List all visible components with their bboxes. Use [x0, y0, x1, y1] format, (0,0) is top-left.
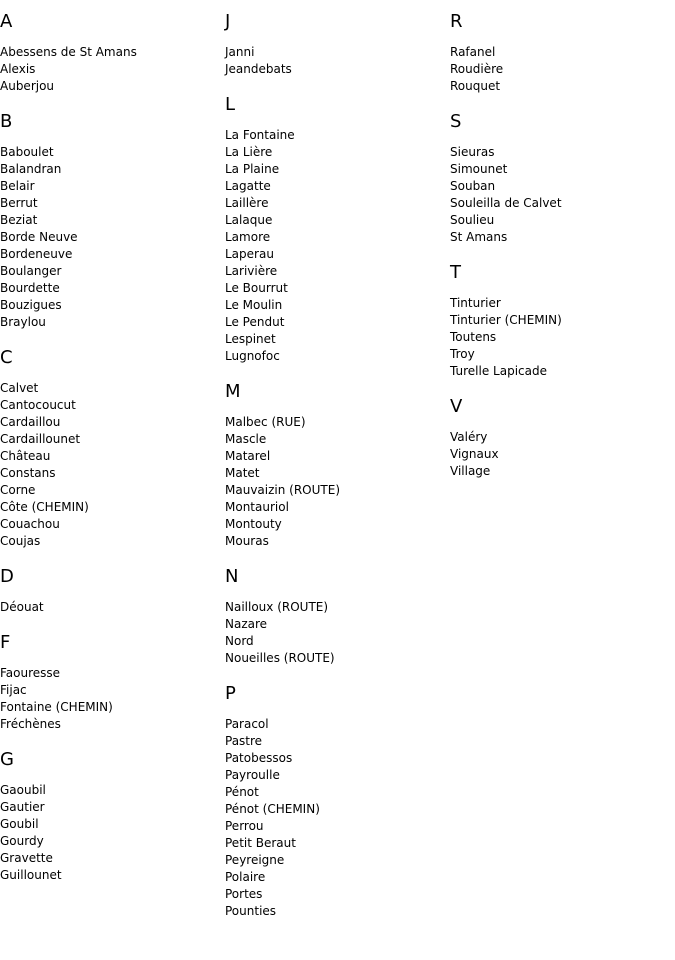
- list-item[interactable]: Faouresse: [0, 666, 61, 680]
- entry-list: [225, 716, 445, 920]
- list-item[interactable]: Lugnofoc: [225, 349, 280, 363]
- list-item[interactable]: Le Moulin: [225, 298, 283, 312]
- letter-heading: A: [0, 11, 13, 32]
- letter-group: [450, 261, 670, 380]
- list-item[interactable]: Jeandebats: [225, 62, 292, 76]
- list-item[interactable]: Montouty: [225, 517, 282, 531]
- list-item[interactable]: Village: [450, 464, 491, 478]
- list-item[interactable]: Bordeneuve: [0, 247, 73, 261]
- list-item[interactable]: Tinturier: [450, 296, 501, 310]
- list-item[interactable]: Troy: [450, 347, 475, 361]
- entry-list: [0, 44, 220, 95]
- letter-heading: T: [450, 262, 461, 283]
- list-item[interactable]: Gravette: [0, 851, 53, 865]
- entry-list: [450, 144, 670, 246]
- list-item[interactable]: Beziat: [0, 213, 38, 227]
- letter-heading: B: [0, 111, 13, 132]
- list-item[interactable]: Pounties: [225, 904, 277, 918]
- letter-group: [225, 380, 445, 550]
- list-item[interactable]: Pénot: [225, 785, 259, 799]
- letter-heading: R: [450, 11, 463, 32]
- list-item[interactable]: Balandran: [0, 162, 62, 176]
- list-item[interactable]: Souleilla de Calvet: [450, 196, 562, 210]
- list-item[interactable]: Laperau: [225, 247, 274, 261]
- list-item[interactable]: Turelle Lapicade: [450, 364, 547, 378]
- list-item[interactable]: Malbec (RUE): [225, 415, 306, 429]
- list-item[interactable]: Cardaillounet: [0, 432, 81, 446]
- letter-group: [225, 93, 445, 365]
- list-item[interactable]: Boulanger: [0, 264, 62, 278]
- letter-heading: G: [0, 749, 14, 770]
- list-item[interactable]: Matet: [225, 466, 260, 480]
- list-item[interactable]: Toutens: [450, 330, 497, 344]
- list-item[interactable]: Paracol: [225, 717, 269, 731]
- list-item[interactable]: Rouquet: [450, 79, 501, 93]
- list-item[interactable]: Coujas: [0, 534, 41, 548]
- letter-group: [450, 110, 670, 246]
- entry-list: [0, 599, 220, 616]
- list-item[interactable]: Constans: [0, 466, 56, 480]
- list-item[interactable]: Bouzigues: [0, 298, 62, 312]
- entry-list: [225, 599, 445, 667]
- letter-heading: P: [225, 683, 236, 704]
- list-item[interactable]: Baboulet: [0, 145, 54, 159]
- list-item[interactable]: Valéry: [450, 430, 488, 444]
- letter-heading: L: [225, 94, 236, 115]
- list-item[interactable]: Patobessos: [225, 751, 293, 765]
- list-item[interactable]: Noueilles (ROUTE): [225, 651, 335, 665]
- list-item[interactable]: Payroulle: [225, 768, 280, 782]
- list-item[interactable]: Mauvaizin (ROUTE): [225, 483, 340, 497]
- list-item[interactable]: Lagatte: [225, 179, 271, 193]
- entry-list: [225, 44, 445, 78]
- list-item[interactable]: Borde Neuve: [0, 230, 78, 244]
- list-item[interactable]: Alexis: [0, 62, 36, 76]
- list-item[interactable]: Matarel: [225, 449, 271, 463]
- list-item[interactable]: Vignaux: [450, 447, 499, 461]
- letter-heading: M: [225, 381, 241, 402]
- list-item[interactable]: Belair: [0, 179, 35, 193]
- list-item[interactable]: Lalaque: [225, 213, 273, 227]
- list-item[interactable]: La Plaine: [225, 162, 280, 176]
- list-item[interactable]: Roudière: [450, 62, 504, 76]
- letter-group: [0, 110, 220, 331]
- list-item[interactable]: Larivière: [225, 264, 278, 278]
- index-column-1: [0, 10, 220, 899]
- letter-heading: V: [450, 396, 463, 417]
- letter-group: [0, 748, 220, 884]
- list-item[interactable]: Déouat: [0, 600, 44, 614]
- letter-heading: N: [225, 566, 239, 587]
- list-item[interactable]: Fijac: [0, 683, 27, 697]
- list-item[interactable]: Pastre: [225, 734, 263, 748]
- letter-heading: D: [0, 566, 14, 587]
- list-item[interactable]: Sieuras: [450, 145, 495, 159]
- list-item[interactable]: Pénot (CHEMIN): [225, 802, 320, 816]
- list-item[interactable]: Fréchènes: [0, 717, 61, 731]
- letter-heading: C: [0, 347, 13, 368]
- list-item[interactable]: Montauriol: [225, 500, 289, 514]
- list-item[interactable]: Le Bourrut: [225, 281, 288, 295]
- letter-heading: F: [0, 632, 11, 653]
- list-item[interactable]: Berrut: [0, 196, 38, 210]
- list-item[interactable]: Cardaillou: [0, 415, 61, 429]
- list-item[interactable]: Côte (CHEMIN): [0, 500, 89, 514]
- list-item[interactable]: Braylou: [0, 315, 46, 329]
- index-column-2: [225, 10, 445, 935]
- index-column-3: [450, 10, 670, 495]
- list-item[interactable]: Perrou: [225, 819, 264, 833]
- list-item[interactable]: Gourdy: [0, 834, 44, 848]
- list-item[interactable]: Couachou: [0, 517, 60, 531]
- list-item[interactable]: Corne: [0, 483, 36, 497]
- list-item[interactable]: Laillère: [225, 196, 269, 210]
- letter-group: [0, 631, 220, 733]
- letter-group: [0, 565, 220, 616]
- entry-list: [450, 44, 670, 95]
- list-item[interactable]: Gaoubil: [0, 783, 46, 797]
- list-item[interactable]: Soulieu: [450, 213, 495, 227]
- list-item[interactable]: Petit Beraut: [225, 836, 296, 850]
- list-item[interactable]: Lespinet: [225, 332, 276, 346]
- entry-list: [450, 295, 670, 380]
- list-item[interactable]: Gautier: [0, 800, 45, 814]
- list-item[interactable]: Guillounet: [0, 868, 62, 882]
- letter-heading: J: [225, 11, 231, 32]
- list-item[interactable]: Goubil: [0, 817, 39, 831]
- letter-heading: S: [450, 111, 462, 132]
- entry-list: [0, 782, 220, 884]
- list-item[interactable]: Lamore: [225, 230, 271, 244]
- entry-list: [225, 127, 445, 365]
- entry-list: [0, 144, 220, 331]
- letter-group: [450, 395, 670, 480]
- list-item[interactable]: Souban: [450, 179, 496, 193]
- letter-group: [225, 10, 445, 78]
- entry-list: [225, 414, 445, 550]
- entry-list: [450, 429, 670, 480]
- list-item[interactable]: Janni: [225, 45, 255, 59]
- list-item[interactable]: Simounet: [450, 162, 508, 176]
- list-item[interactable]: St Amans: [450, 230, 508, 244]
- list-item[interactable]: Le Pendut: [225, 315, 285, 329]
- entry-list: [0, 665, 220, 733]
- list-item[interactable]: Rafanel: [450, 45, 496, 59]
- list-item[interactable]: Cantocoucut: [0, 398, 76, 412]
- list-item[interactable]: Nazare: [225, 617, 268, 631]
- list-item[interactable]: Château: [0, 449, 51, 463]
- list-item[interactable]: Fontaine (CHEMIN): [0, 700, 113, 714]
- list-item[interactable]: Nord: [225, 634, 254, 648]
- list-item[interactable]: Abessens de St Amans: [0, 45, 137, 59]
- list-item[interactable]: Nailloux (ROUTE): [225, 600, 329, 614]
- list-item[interactable]: Bourdette: [0, 281, 60, 295]
- list-item[interactable]: Tinturier (CHEMIN): [450, 313, 562, 327]
- list-item[interactable]: La Lière: [225, 145, 273, 159]
- list-item[interactable]: Mouras: [225, 534, 269, 548]
- list-item[interactable]: Auberjou: [0, 79, 55, 93]
- list-item[interactable]: Calvet: [0, 381, 39, 395]
- letter-group: [450, 10, 670, 95]
- letter-group: [0, 346, 220, 550]
- list-item[interactable]: Polaire: [225, 870, 266, 884]
- letter-group: [225, 682, 445, 920]
- letter-group: [0, 10, 220, 95]
- letter-group: [225, 565, 445, 667]
- list-item[interactable]: La Fontaine: [225, 128, 295, 142]
- entry-list: [0, 380, 220, 550]
- list-item[interactable]: Peyreigne: [225, 853, 285, 867]
- list-item[interactable]: Mascle: [225, 432, 267, 446]
- list-item[interactable]: Portes: [225, 887, 263, 901]
